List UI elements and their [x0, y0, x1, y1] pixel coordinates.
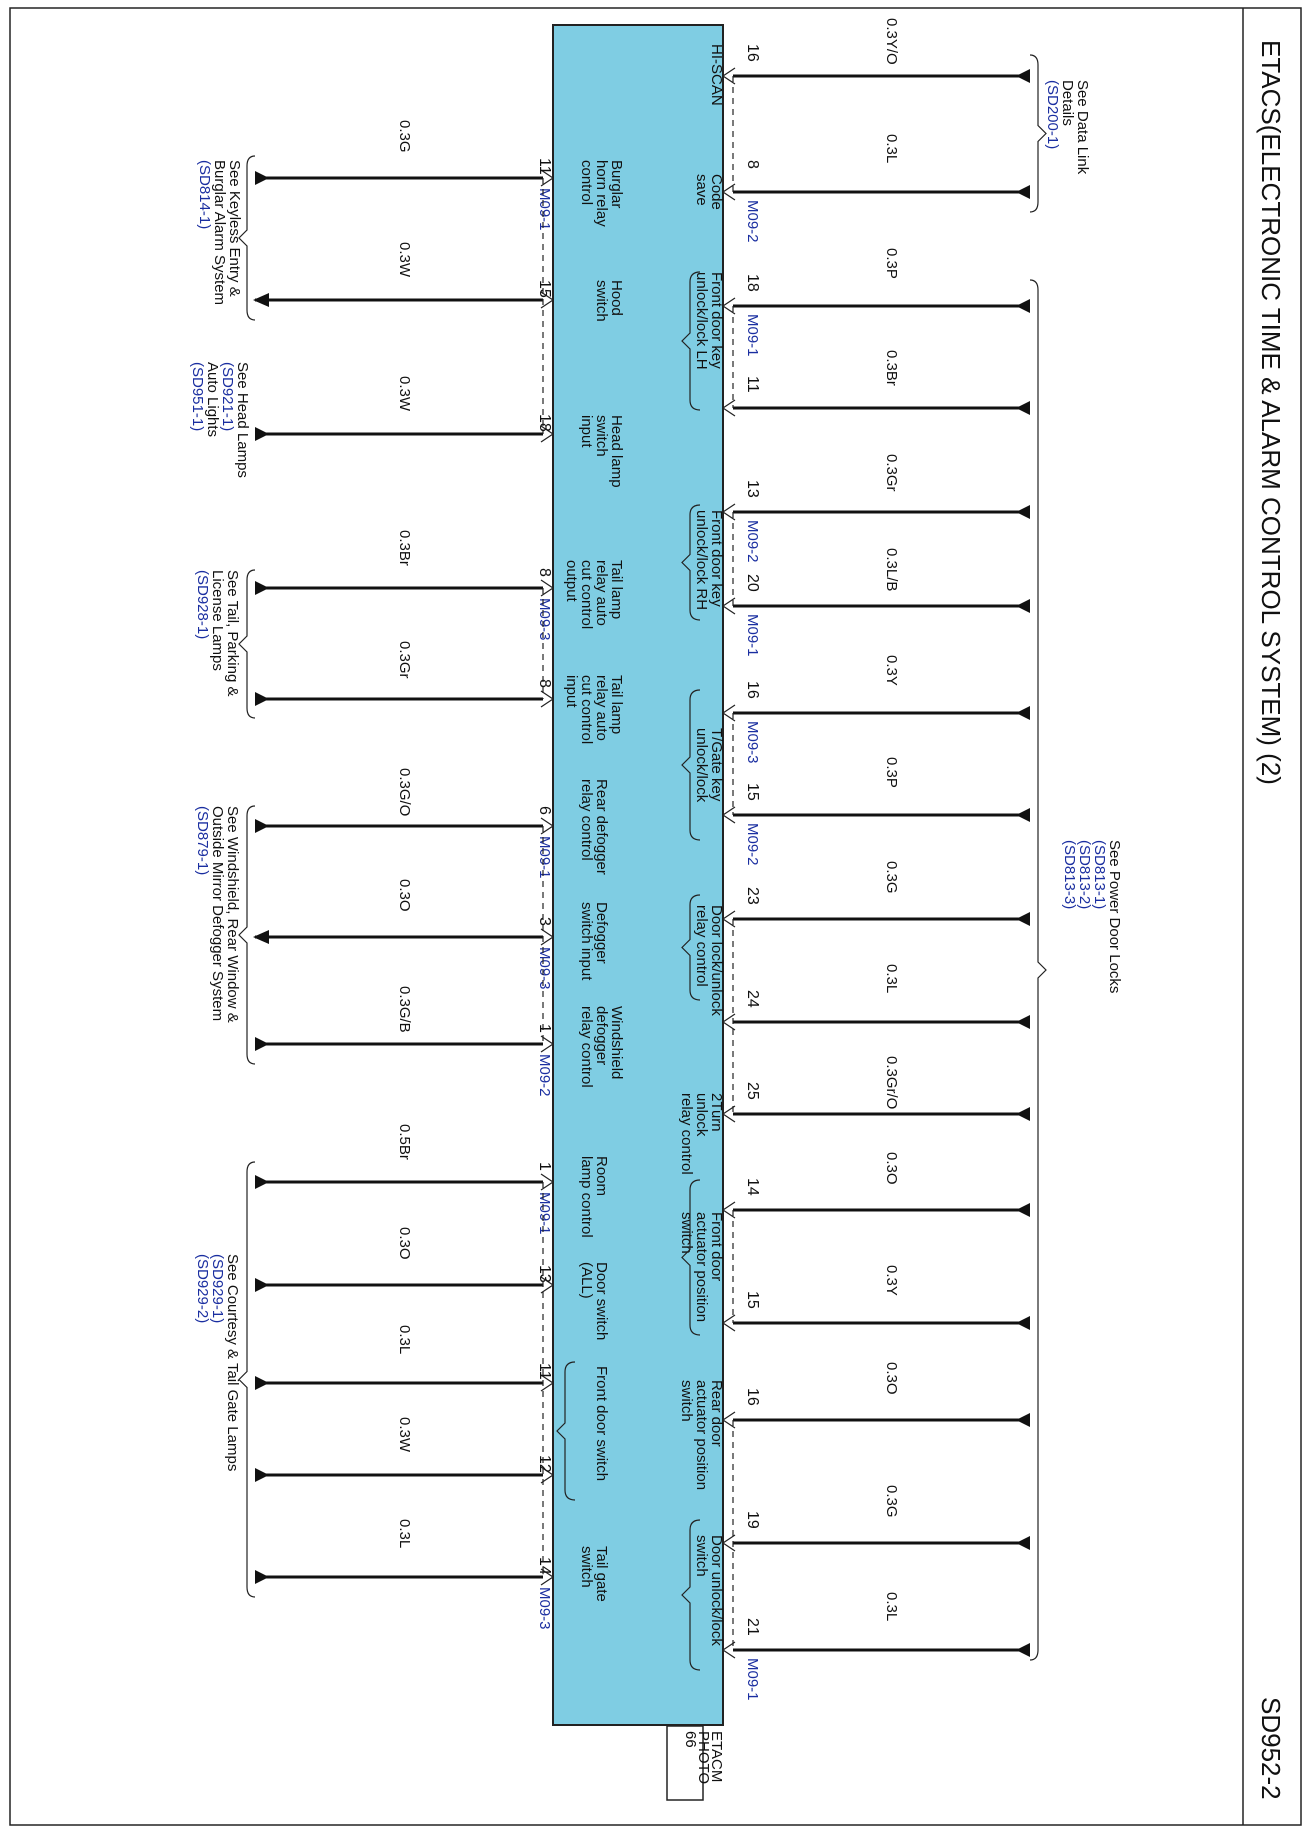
module-label-line: relay control — [693, 905, 710, 987]
connector-label: M09-3 — [744, 721, 761, 764]
pin-number: 21 — [744, 1618, 761, 1636]
module-label-line: relay control — [578, 779, 595, 861]
wire-label: 0.3G — [396, 120, 413, 153]
pin-number: 16 — [744, 1388, 761, 1406]
pin-number: 15 — [744, 783, 761, 801]
wire-label: 0.3L/B — [883, 548, 900, 592]
photo-label-line: ETACM — [708, 1731, 725, 1783]
pin-number: 1 — [536, 1162, 553, 1171]
module-label-line: input — [563, 675, 580, 708]
module-label-line: actuator position — [693, 1212, 710, 1323]
connector-label: M09-1 — [536, 1192, 553, 1235]
reference-text: Details — [1059, 80, 1076, 126]
top-wire-group — [723, 18, 1030, 1701]
pin-number: 14 — [536, 1557, 553, 1575]
connector-label: M09-1 — [744, 614, 761, 657]
module-label-line: Defogger — [593, 902, 610, 964]
module-label-line: Front door key — [708, 272, 725, 369]
pin-number: 13 — [536, 1265, 553, 1283]
reference-text: See Keyless Entry & — [226, 160, 243, 297]
wire-arrow — [1016, 1536, 1030, 1550]
wire-arrow — [255, 581, 269, 595]
wire-label: 0.3W — [396, 242, 413, 278]
reference-text: Auto Lights — [204, 362, 221, 438]
module-label-line: cut control — [578, 560, 595, 630]
module-label-line: switch — [693, 1535, 710, 1577]
wire-label: 0.3P — [883, 757, 900, 788]
module-label-line: Rear door — [708, 1380, 725, 1447]
connector-label: M09-3 — [536, 1587, 553, 1630]
wire-label: 0.3L — [883, 1592, 900, 1622]
module-label-line: relay control — [678, 1093, 695, 1175]
wire-arrow — [1016, 1413, 1030, 1427]
wire-label: 0.3Y — [883, 1265, 900, 1296]
wire-arrow — [1016, 1316, 1030, 1330]
module-label-line: T/Gate key — [708, 728, 725, 802]
wire-arrow — [255, 1376, 269, 1390]
wire-label: 0.3L — [396, 1325, 413, 1355]
module-label-line: Door switch — [593, 1262, 610, 1341]
reference-text: See Head Lamps — [234, 362, 251, 478]
reference-link: (SD929-2) — [194, 1254, 211, 1324]
connector-label: M09-2 — [536, 1054, 553, 1097]
connector-label: M09-1 — [744, 314, 761, 357]
photo-label-line: 66 — [682, 1731, 699, 1748]
module-label-line: switch — [578, 1546, 595, 1588]
pin-number: 3 — [536, 917, 553, 926]
module-label-line: HI-SCAN — [708, 44, 725, 106]
module-label-line: relay auto — [593, 560, 610, 626]
connector-label: M09-1 — [536, 188, 553, 231]
connector-label: M09-1 — [536, 836, 553, 879]
reference-link: (SD813-1) — [1091, 840, 1108, 910]
wire-label: 0.3L — [396, 1519, 413, 1549]
page-code: SD952-2 — [1256, 1697, 1286, 1800]
pin-number: 24 — [744, 990, 761, 1008]
wire-label: 0.3Y — [883, 655, 900, 686]
wire-label: 0.3G — [883, 861, 900, 894]
wire-arrow — [255, 1570, 269, 1584]
module-label-line: Rear defogger — [593, 779, 610, 875]
photo-label-line: PHOTO — [695, 1731, 712, 1785]
wire-label: 0.3Gr/O — [883, 1056, 900, 1110]
reference-text: See Windshield, Rear Window & — [224, 806, 241, 1023]
module-label-line: lamp control — [578, 1156, 595, 1238]
wire-label: 0.3L — [883, 134, 900, 164]
pin-number: 16 — [744, 681, 761, 699]
module-label-line: output — [563, 560, 580, 602]
wire-arrow — [255, 427, 269, 441]
module-label-line: switch — [593, 280, 610, 322]
reference-bracket — [1030, 280, 1046, 1660]
wire-arrow — [255, 1175, 269, 1189]
module-label-line: control — [578, 160, 595, 206]
connector-label: M09-3 — [536, 947, 553, 990]
module-label-line: Head lamp — [608, 415, 625, 488]
wire-label: 0.3O — [396, 879, 413, 912]
wire-arrow — [1016, 1107, 1030, 1121]
reference-link: (SD813-2) — [1076, 840, 1093, 910]
reference-text: See Power Door Locks — [1106, 840, 1123, 994]
module-label-line: unlock/lock RH — [693, 510, 710, 611]
reference-link: (SD921-1) — [219, 362, 236, 432]
module-label-line: switch — [678, 1380, 695, 1422]
wire-label: 0.3O — [883, 1362, 900, 1395]
wire-arrow — [1016, 599, 1030, 613]
pin-number: 16 — [744, 44, 761, 62]
wire-arrow — [255, 1278, 269, 1292]
reference-text: See Courtesy & Tail Gate Lamps — [224, 1254, 241, 1472]
module-label-line: 2Turn — [708, 1093, 725, 1132]
wire-arrow — [255, 692, 269, 706]
wire-arrow — [1016, 69, 1030, 83]
module-label-line: relay auto — [593, 675, 610, 741]
reference-link: (SD879-1) — [194, 806, 211, 876]
reference-text: Outside Mirror Defogger System — [209, 806, 226, 1022]
module-label-line: defogger — [593, 1006, 610, 1066]
wire-arrow — [255, 1037, 269, 1051]
module-label-line: Code — [708, 174, 725, 210]
wire-arrow — [1016, 505, 1030, 519]
module-label-line: switch — [678, 1212, 695, 1254]
pin-number: 8 — [536, 568, 553, 577]
wire-arrow — [253, 930, 269, 944]
module-label-line: (ALL) — [578, 1262, 595, 1299]
module-label-line: Front door switch — [593, 1366, 610, 1482]
module-label-line: cut control — [578, 675, 595, 745]
wire-label: 0.3O — [396, 1227, 413, 1260]
pin-number: 12 — [536, 1455, 553, 1473]
connector-label: M09-3 — [536, 598, 553, 641]
module-label-line: save — [693, 174, 710, 206]
pin-number: 11 — [536, 1363, 553, 1380]
wire-arrow — [253, 293, 269, 307]
pin-number: 15 — [536, 280, 553, 298]
reference-link: (SD813-3) — [1061, 840, 1078, 910]
module-label-line: Tail lamp — [608, 560, 625, 620]
pin-number: 18 — [744, 274, 761, 292]
wire-label: 0.3P — [883, 248, 900, 279]
reference-link: (SD814-1) — [196, 160, 213, 230]
pin-number: 23 — [744, 887, 761, 905]
wire-arrow — [1016, 401, 1030, 415]
wire-arrow — [1016, 912, 1030, 926]
module-label-line: Door lock/unlock — [708, 905, 725, 1016]
pin-number: 6 — [536, 806, 553, 815]
module-label-line: Tail lamp — [608, 675, 625, 735]
wire-arrow — [1016, 808, 1030, 822]
reference-link: (SD200-1) — [1044, 80, 1061, 150]
wire-arrow — [1016, 1203, 1030, 1217]
wire-arrow — [1016, 706, 1030, 720]
wire-arrow — [1016, 1015, 1030, 1029]
module-label-line: switch — [593, 415, 610, 457]
module-label-line: Front door — [708, 1212, 725, 1282]
reference-bracket — [1030, 55, 1046, 212]
wire-label: 0.3G — [883, 1485, 900, 1518]
reference-link: (SD928-1) — [194, 570, 211, 640]
reference-text: License Lamps — [209, 570, 226, 671]
wire-label: 0.3G/B — [396, 986, 413, 1033]
wire-label: 0.3Br — [396, 530, 413, 566]
module-label-line: Front door key — [708, 510, 725, 607]
module-label-line: Tail gate — [593, 1546, 610, 1602]
pin-number: 13 — [744, 480, 761, 498]
wire-label: 0.3Br — [883, 350, 900, 386]
module-label-line: input — [578, 415, 595, 448]
reference-text: See Tail, Parking & — [224, 570, 241, 697]
module-label-line: unlock/lock — [693, 728, 710, 803]
reference-text: Burglar Alarm System — [211, 160, 228, 306]
module-label-line: Hood — [608, 280, 625, 316]
wire-arrow — [255, 1468, 269, 1482]
wire-label: 0.3W — [396, 1417, 413, 1453]
pin-number: 8 — [744, 160, 761, 169]
pin-number: 11 — [536, 158, 553, 175]
pin-number: 15 — [744, 1291, 761, 1309]
wire-arrow — [1016, 185, 1030, 199]
bottom-wire-group — [253, 120, 553, 1630]
connector-label: M09-1 — [744, 1658, 761, 1701]
module-label-line: Door unlock/lock — [708, 1535, 725, 1646]
module-label-line: Burglar — [608, 160, 625, 209]
connector-label: M09-2 — [744, 200, 761, 243]
module-label-line: unlock/lock LH — [693, 272, 710, 370]
reference-link: (SD929-1) — [209, 1254, 226, 1324]
wire-label: 0.5Br — [396, 1124, 413, 1160]
pin-number: 14 — [744, 1178, 761, 1196]
wire-label: 0.3O — [883, 1152, 900, 1185]
wire-label: 0.3Y/O — [883, 18, 900, 65]
pin-number: 11 — [744, 376, 761, 393]
pin-number: 8 — [536, 679, 553, 688]
pin-number: 20 — [744, 574, 761, 592]
wire-label: 0.3W — [396, 376, 413, 412]
module-label-line: Windshield — [608, 1006, 625, 1080]
pin-number: 1 — [536, 1024, 553, 1033]
wire-arrow — [1016, 1643, 1030, 1657]
reference-text: See Data Link — [1074, 80, 1091, 175]
wire-label: 0.3Gr — [883, 454, 900, 492]
page-title: ETACS(ELECTRONIC TIME & ALARM CONTROL SYSTEM) (2) — [1256, 40, 1286, 785]
module-label-line: Room — [593, 1156, 610, 1197]
wire-arrow — [255, 171, 269, 185]
pin-number: 25 — [744, 1082, 761, 1100]
wire-arrow — [1016, 299, 1030, 313]
connector-label: M09-2 — [744, 520, 761, 563]
wire-arrow — [255, 819, 269, 833]
module-label-line: switch input — [578, 902, 595, 981]
connector-label: M09-2 — [744, 823, 761, 866]
module-label-line: unlock — [693, 1093, 710, 1137]
wire-label: 0.3L — [883, 964, 900, 994]
module-label-line: horn relay — [593, 160, 610, 227]
module-label-line: relay control — [578, 1006, 595, 1088]
reference-link: (SD951-1) — [189, 362, 206, 432]
module-label-line: actuator position — [693, 1380, 710, 1491]
wire-label: 0.3Gr — [396, 641, 413, 679]
pin-number: 18 — [536, 414, 553, 432]
pin-number: 19 — [744, 1511, 761, 1529]
wire-label: 0.3G/O — [396, 768, 413, 817]
